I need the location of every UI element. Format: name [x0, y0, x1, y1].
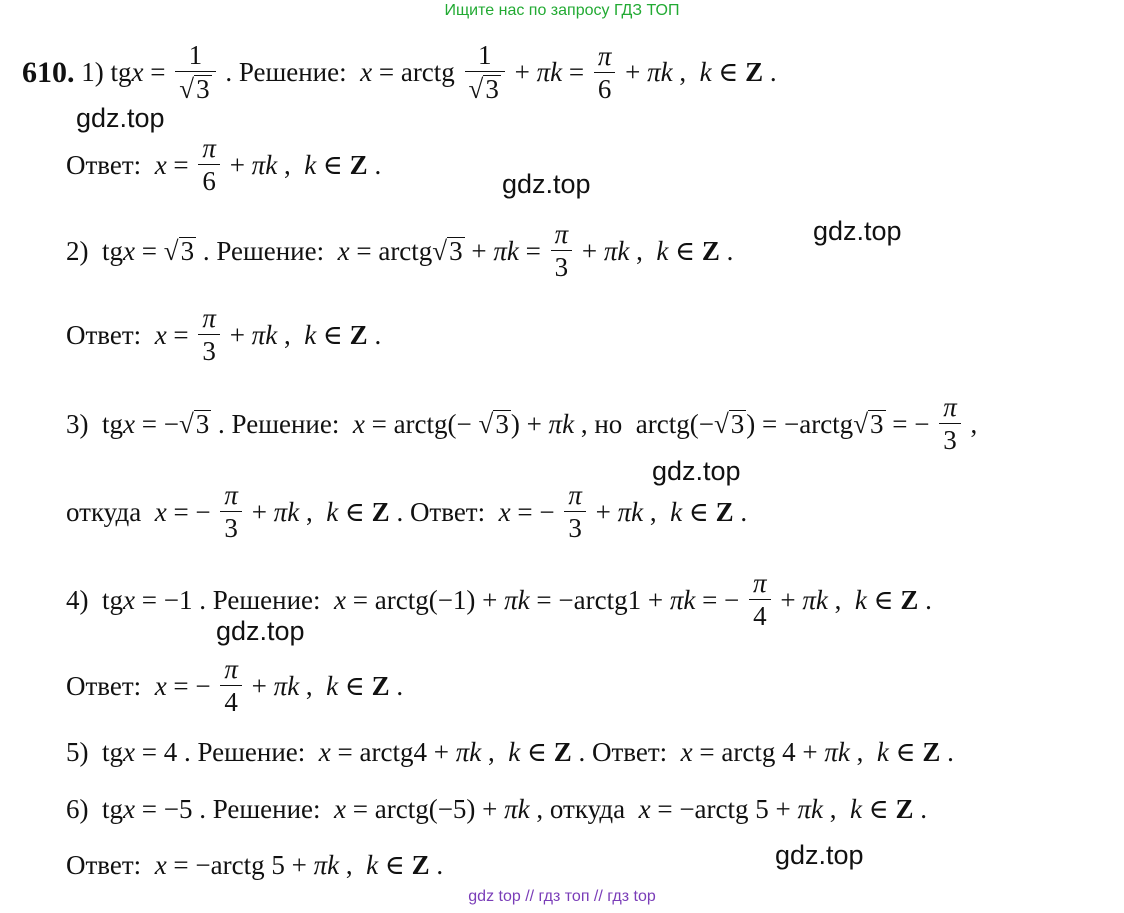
solution-word: Решение:	[212, 584, 321, 615]
item-label: 1)	[81, 57, 104, 87]
item-4-answer: Ответ: x = − $\frac{\pi}{4}$ + πk , k ∈ Z .	[66, 654, 404, 717]
watermark: gdz.top	[76, 103, 165, 133]
solution-word: Решение:	[216, 235, 325, 266]
item-1-answer: Ответ: x = $\frac{\pi}{6}$ + πk , k ∈ Z .	[66, 133, 382, 196]
answer-word: Ответ:	[66, 319, 142, 350]
problem-number: 610.	[22, 55, 75, 89]
footer-links: gdz top // гдз топ // гдз top	[468, 888, 656, 905]
item-4-condition: 4) tgx = −1 . Решение: x = arctg(−1) + πk = −arctg1 + πk = − $\frac{\pi}{4}$ + πk , k ∈ Z .	[66, 568, 932, 631]
solution-word: Решение:	[238, 57, 347, 87]
item-label: 5)	[66, 737, 89, 768]
item-3-answer: откуда x = − $\frac{\pi}{3}$ + πk , k ∈ Z . Ответ: x = − $\frac{\pi}{3}$ + πk , k ∈ Z .	[66, 480, 748, 543]
answer-word: Ответ:	[591, 737, 668, 768]
from-where-word: откуда	[66, 496, 142, 527]
answer-word: Ответ:	[66, 670, 142, 701]
item-label: 3)	[66, 408, 89, 439]
item-6-answer: Ответ: x = −arctg 5 + πk , k ∈ Z .	[66, 850, 444, 881]
top-banner: Ищите нас по запросу ГДЗ ТОП	[444, 2, 680, 19]
item-label: 4)	[66, 584, 89, 615]
item-1-condition: 610. 1) tgx = $\frac{1}{√3}$ . Решение: x = arctg $\frac{1}{√3}$ + πk = $\frac{\pi}{6}$ + πk , k ∈ Z .	[22, 40, 777, 104]
solution-word: Решение:	[197, 737, 306, 768]
from-where-word: откуда	[549, 794, 626, 825]
but-word: но	[594, 408, 623, 439]
watermark: gdz.top	[652, 456, 741, 486]
answer-word: Ответ:	[409, 496, 486, 527]
item-label: 6)	[66, 794, 89, 825]
watermark: gdz.top	[775, 840, 864, 870]
item-5: 5) tgx = 4 . Решение: x = arctg4 + πk , k ∈ Z . Ответ: x = arctg 4 + πk , k ∈ Z .	[66, 737, 954, 768]
item-3-condition: 3) tgx = −√3 . Решение: x = arctg(− √3) + πk , но arctg(−√3) = −arctg√3 = − $\frac{\pi}{3}$ ,	[66, 392, 978, 455]
item-2-condition: 2) tgx = √3 . Решение: x = arctg√3 + πk = $\frac{\pi}{3}$ + πk , k ∈ Z .	[66, 219, 734, 282]
answer-word: Ответ:	[66, 149, 142, 180]
item-6: 6) tgx = −5 . Решение: x = arctg(−5) + πk , откуда x = −arctg 5 + πk , k ∈ Z .	[66, 794, 928, 825]
solution-word: Решение:	[231, 408, 340, 439]
solution-word: Решение:	[212, 794, 321, 825]
answer-word: Ответ:	[66, 850, 142, 881]
item-2-answer: Ответ: x = $\frac{\pi}{3}$ + πk , k ∈ Z .	[66, 303, 382, 366]
watermark: gdz.top	[502, 169, 591, 199]
item-label: 2)	[66, 235, 89, 266]
watermark: gdz.top	[813, 216, 902, 246]
watermark: gdz.top	[216, 616, 305, 646]
